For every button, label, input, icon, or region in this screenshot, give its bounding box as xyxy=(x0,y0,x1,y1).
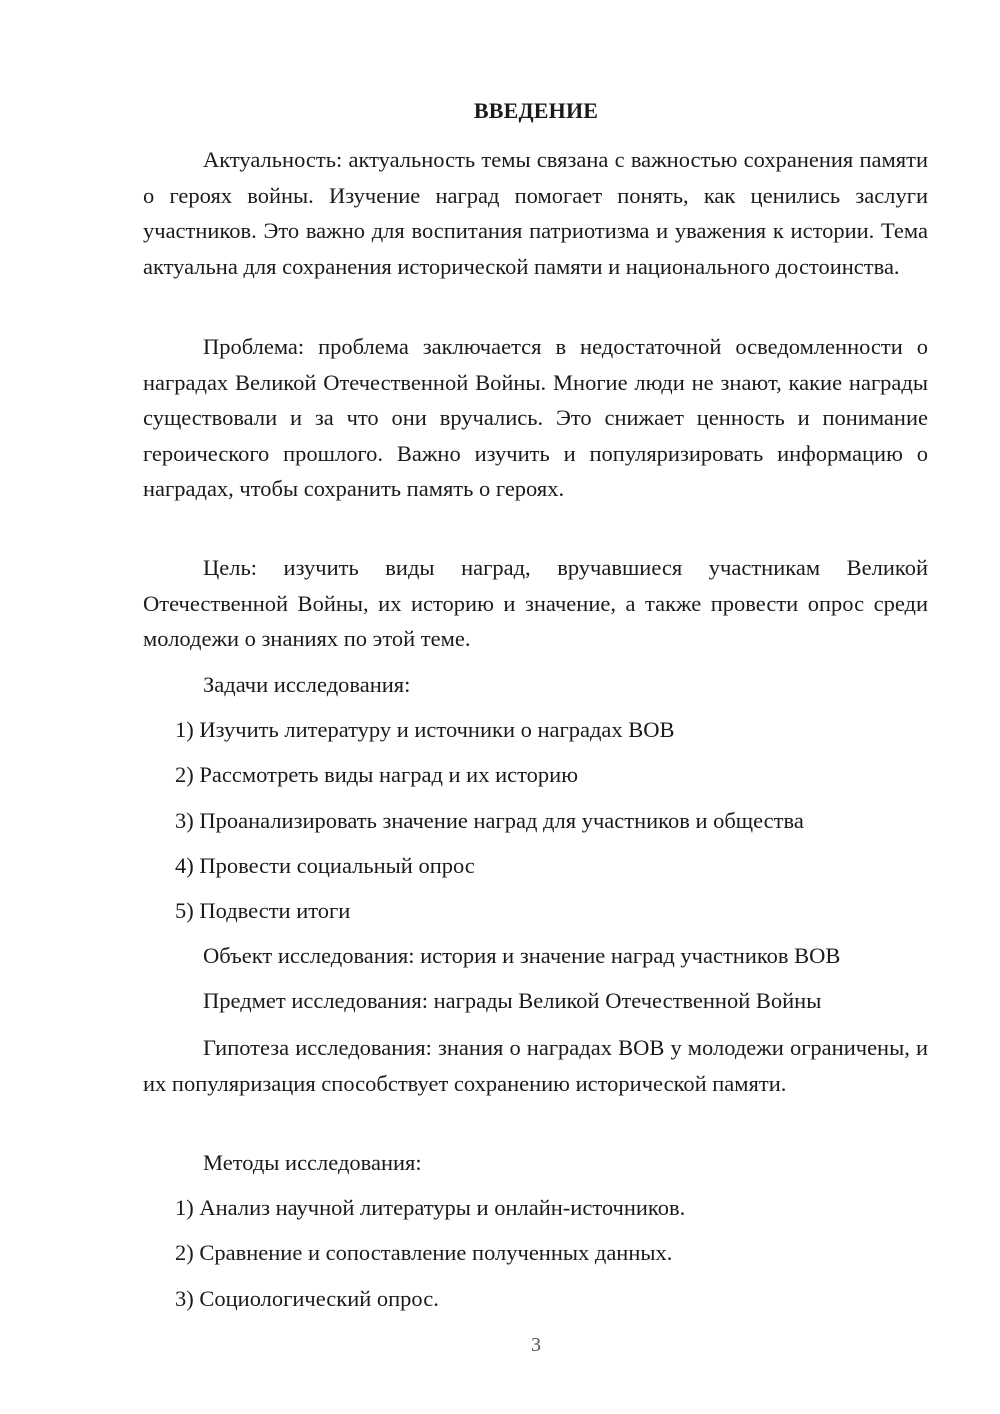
method-item: 2) Сравнение и сопоставление полученных данных. xyxy=(175,1240,673,1265)
section-heading: ВВЕДЕНИЕ xyxy=(473,98,599,123)
relevance-paragraph: Актуальность: актуальность темы связана с важностью сохранения памяти о героях войны. Изучение наград помогает понять, как ценились заслуги участников. Это важно для воспитания патриотизма и уважения к истории. Тема актуальна для сохранения исторической памяти и национального достоинства. xyxy=(143,147,928,279)
task-item: 3) Проанализировать значение наград для участников и общества xyxy=(175,808,804,833)
problem-paragraph: Проблема: проблема заключается в недостаточной осведомленности о наградах Великой Отечественной Войны. Многие люди не знают, какие награды существовали и за что они вручались. Это снижает ценность и понимание героического прошлого. Важно изучить и популяризировать информацию о наградах, чтобы сохранить память о героях. xyxy=(143,334,928,501)
research-object: Объект исследования: история и значение наград участников ВОВ xyxy=(203,943,841,968)
method-item: 3) Социологический опрос. xyxy=(175,1286,439,1311)
task-item: 2) Рассмотреть виды наград и их историю xyxy=(175,762,579,787)
methods-title: Методы исследования: xyxy=(203,1150,422,1175)
page-number: 3 xyxy=(531,1334,541,1356)
method-item: 1) Анализ научной литературы и онлайн-источников. xyxy=(175,1195,686,1220)
tasks-title: Задачи исследования: xyxy=(203,672,411,697)
hypothesis-paragraph: Гипотеза исследования: знания о наградах ВОВ у молодежи ограничены, и их популяризация способствует сохранению исторической памяти. xyxy=(143,1035,928,1096)
task-item: 1) Изучить литературу и источники о наградах ВОВ xyxy=(175,717,675,742)
research-subject: Предмет исследования: награды Великой Отечественной Войны xyxy=(203,988,822,1013)
task-item: 4) Провести социальный опрос xyxy=(175,853,475,878)
goal-paragraph: Цель: изучить виды наград, вручавшиеся участникам Великой Отечественной Войны, их историю и значение, а также провести опрос среди молодежи о знаниях по этой теме. xyxy=(143,555,928,651)
task-item: 5) Подвести итоги xyxy=(175,898,351,923)
